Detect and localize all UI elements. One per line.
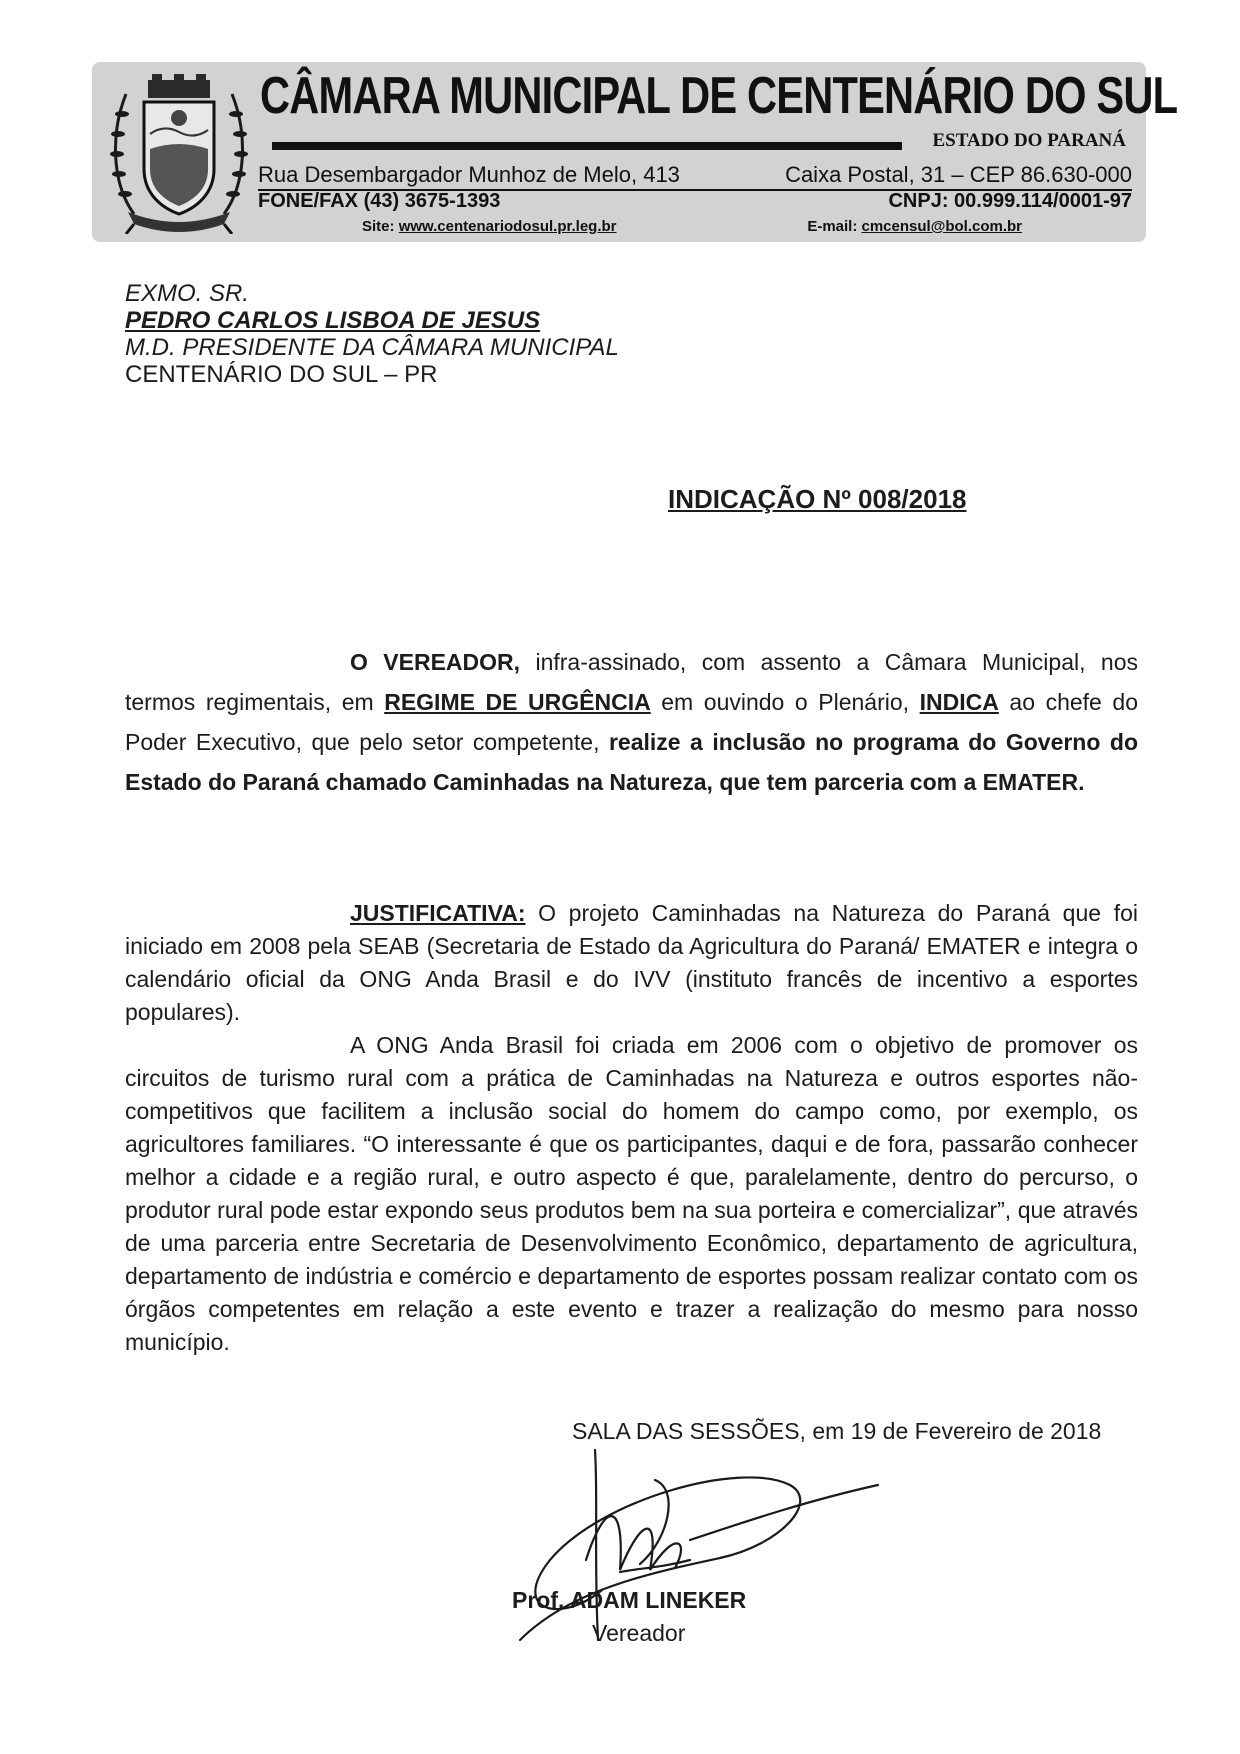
indication-text-2: em ouvindo o Plenário, xyxy=(650,689,920,715)
site-link[interactable]: www.centenariodosul.pr.leg.br xyxy=(398,218,617,235)
state-name: ESTADO DO PARANÁ xyxy=(932,130,1126,151)
email-link[interactable]: cmcensul@bol.com.br xyxy=(861,218,1022,235)
address-line xyxy=(258,162,1132,191)
justification-paragraph-1 xyxy=(125,897,1138,1029)
signer-role: Vereador xyxy=(592,1620,686,1646)
cnpj: CNPJ: 00.999.114/0001-97 xyxy=(888,190,1132,212)
justification-text-1: O projeto Caminhadas na Natureza do Paraná que foi iniciado em 2008 pela SEAB (Secretaria de Estado da Agricultura do Paraná/ EMATER e integra o calendário oficial da ONG Anda Brasil e do IVV (instituto francês de incentivo a esportes populares). xyxy=(125,900,1138,1025)
indica-keyword: INDICA xyxy=(919,689,999,715)
place-date: SALA DAS SESSÕES, em 19 de Fevereiro de 2018 xyxy=(572,1418,1102,1444)
addressee-position: M.D. PRESIDENTE DA CÂMARA MUNICIPAL xyxy=(125,334,619,361)
addressee-city: CENTENÁRIO DO SUL – PR xyxy=(125,361,438,388)
municipal-coat-of-arms-icon xyxy=(104,74,254,234)
justification-label: JUSTIFICATIVA: xyxy=(350,900,526,926)
postal-box-cep: Caixa Postal, 31 – CEP 86.630-000 xyxy=(785,162,1132,187)
website xyxy=(362,218,617,235)
justification-text-2: A ONG Anda Brasil foi criada em 2006 com o objetivo de promover os circuitos de turismo rural com a prática de Caminhadas na Natureza e outros esportes não-competitivos que facilitem a inclusão social do homem do campo como, por exemplo, os agricultores familiares. “O interessante é que os participantes, daqui e de fora, passarão conhecer melhor a cidade e a região rural, e outro aspecto é que, paralelamente, dentro do percurso, o produtor rural pode estar expondo seus produtos bem na sua porteira e comercializar”, que através de uma parceria entre Secretaria de Desenvolvimento Econômico, departamento de agricultura, departamento de indústria e comércio e departamento de esportes possam realizar contato com os órgãos competentes em relação a este evento e trazer a realização do mesmo para nosso município. xyxy=(125,1032,1138,1355)
signer-name: Prof. ADAM LINEKER xyxy=(512,1587,747,1613)
salutation: EXMO. SR. xyxy=(125,280,250,307)
phone-fax: FONE/FAX (43) 3675-1393 xyxy=(258,190,501,212)
title-rule xyxy=(272,142,902,150)
letterhead xyxy=(92,62,1178,242)
document-heading: INDICAÇÃO Nº 008/2018 xyxy=(668,484,967,514)
site-label: Site: xyxy=(362,218,395,235)
urgency-regime: REGIME DE URGÊNCIA xyxy=(384,689,651,715)
addressee-name: PEDRO CARLOS LISBOA DE JESUS xyxy=(125,307,541,334)
justification-paragraph-2 xyxy=(125,1029,1138,1359)
indication-subject: O VEREADOR, xyxy=(350,649,521,675)
handwritten-signature xyxy=(490,1440,890,1660)
email-label: E-mail: xyxy=(807,218,858,235)
indication-request: realize a inclusão no programa do Governo do Estado do Paraná chamado Caminhadas na Natureza, que tem parceria com a EMATER. xyxy=(125,729,1138,795)
indication-text-3: ao chefe do Poder Executivo, que pelo setor competente, xyxy=(125,689,1138,755)
institution-title: CÂMARA MUNICIPAL DE CENTENÁRIO DO SUL xyxy=(260,67,1178,125)
addressee-block xyxy=(125,280,619,388)
street-address: Rua Desembargador Munhoz de Melo, 413 xyxy=(258,162,680,187)
email xyxy=(807,218,1022,235)
indication-paragraph xyxy=(125,642,1138,802)
indication-text-1: infra-assinado, com assento a Câmara Municipal, nos termos regimentais, em xyxy=(125,649,1138,715)
